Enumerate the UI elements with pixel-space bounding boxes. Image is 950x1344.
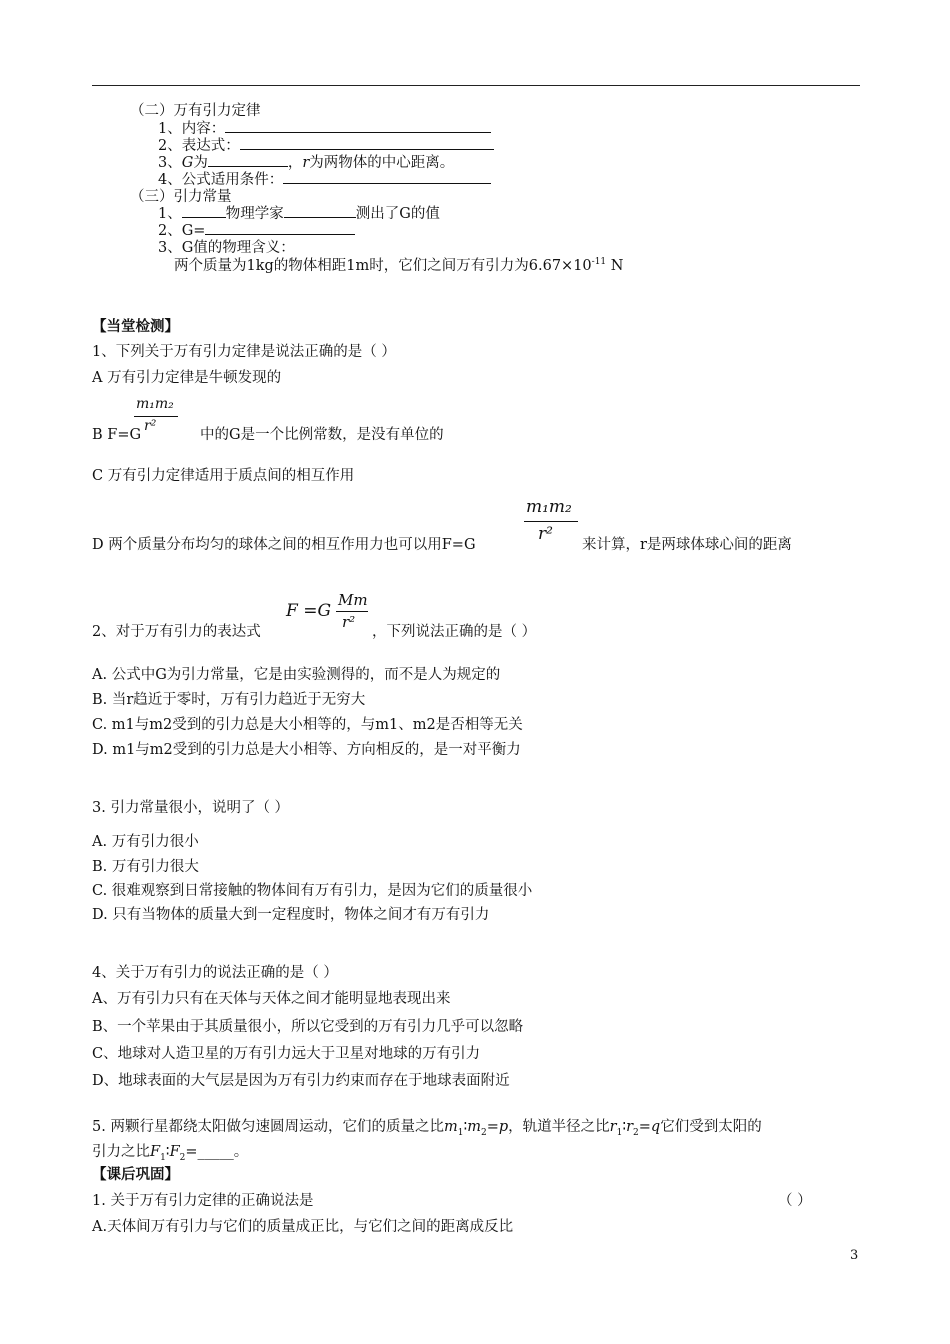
after-q1-option-a: A.天体间万有引力与它们的质量成正比，与它们之间的距离成反比 xyxy=(92,1219,514,1235)
section-2-title: （二）万有引力定律 xyxy=(130,103,261,119)
content-line: 1、内容： xyxy=(158,120,491,138)
blank-country xyxy=(182,205,226,218)
check-heading: 【当堂检测】 xyxy=(92,318,179,335)
expression-line: 2、表达式： xyxy=(158,137,494,155)
q5-blank: _____ xyxy=(197,1144,234,1160)
q4-option-c: C、地球对人造卫星的万有引力远大于卫星对地球的万有引力 xyxy=(92,1046,481,1062)
q4-option-b: B、一个苹果由于其质量很小，所以它受到的万有引力几乎可以忽略 xyxy=(92,1019,524,1035)
q3-stem: 3. 引力常量很小，说明了（ ） xyxy=(92,800,290,816)
q2-option-b: B. 当r趋近于零时，万有引力趋近于无穷大 xyxy=(92,692,366,708)
g-meaning-line: 3、G值的物理含义： xyxy=(158,240,295,256)
q5-line-1: 5. 两颗行星都绕太阳做匀速圆周运动，它们的质量之比$m_1∶m_2=p$，轨道半径之比$r_1∶r_2=q$它们受到太阳的 xyxy=(92,1119,762,1138)
q5-line-2: 引力之比$F_1∶F_2=\_\_\_\_\_$。 xyxy=(92,1144,249,1163)
after-q1-paren: （ ） xyxy=(778,1193,812,1209)
q1-option-a: A 万有引力定律是牛顿发现的 xyxy=(92,370,282,386)
fraction-m1m2-over-r2-large: m₁m₂ r² xyxy=(524,497,580,549)
condition-line: 4、公式适用条件： xyxy=(158,171,491,189)
blank-condition xyxy=(283,171,491,184)
q4-option-a: A、万有引力只有在天体与天体之间才能明显地表现出来 xyxy=(92,991,451,1007)
fraction-m1m2-over-r2: m₁m₂ r² xyxy=(134,396,180,440)
g-value-line: 2、G= xyxy=(158,222,355,240)
q3-option-b: B. 万有引力很大 xyxy=(92,859,199,875)
q2-option-a: A. 公式中G为引力常量，它是由实验测得的，而不是人为规定的 xyxy=(92,667,501,683)
q1-option-d-prefix: D 两个质量分布均匀的球体之间的相互作用力也可以用F=G xyxy=(92,537,476,553)
g-line: 3、G为 ，r为两物体的中心距离。 xyxy=(158,155,455,171)
q2-stem-prefix: 2、对于万有引力的表达式 xyxy=(92,624,261,640)
physicist-line: 1、 物理学家 测出了G的值 xyxy=(158,206,440,222)
q2-stem-suffix: ，下列说法正确的是（ ） xyxy=(372,624,537,640)
after-heading: 【课后巩固】 xyxy=(92,1166,179,1183)
q2-option-d: D. m1与m2受到的引力总是大小相等、方向相反的，是一对平衡力 xyxy=(92,742,521,758)
blank-physicist xyxy=(284,205,356,218)
q4-option-d: D、地球表面的大气层是因为万有引力约束而存在于地球表面附近 xyxy=(92,1073,510,1089)
q1-stem: 1、下列关于万有引力定律是说法正确的是（ ） xyxy=(92,344,396,360)
blank-g-value xyxy=(205,222,355,235)
page-number: 3 xyxy=(850,1248,859,1263)
q3-option-d: D. 只有当物体的质量大到一定程度时，物体之间才有万有引力 xyxy=(92,907,490,923)
q2-option-c: C. m1与m2受到的引力总是大小相等的，与m1、m2是否相等无关 xyxy=(92,717,523,733)
header-rule xyxy=(92,85,860,86)
formula-newton-gravity: F =G Mm r² xyxy=(286,591,368,631)
q1-option-c: C 万有引力定律适用于质点间的相互作用 xyxy=(92,468,355,484)
q3-option-c: C. 很难观察到日常接触的物体间有万有引力，是因为它们的质量很小 xyxy=(92,883,533,899)
q1-option-b-prefix: B F=G xyxy=(92,427,142,443)
g-meaning-text: 两个质量为1kg的物体相距1m时，它们之间万有引力为$6.67\times 10^{-11}$ N xyxy=(174,257,624,274)
q3-option-a: A. 万有引力很小 xyxy=(92,834,199,850)
q1-option-b-suffix: 中的G是一个比例常数，是没有单位的 xyxy=(200,427,444,443)
q4-stem: 4、关于万有引力的说法正确的是（ ） xyxy=(92,965,338,981)
after-q1-stem: 1. 关于万有引力定律的正确说法是 xyxy=(92,1193,314,1209)
q1-option-d-suffix: 来计算，r是两球体球心间的距离 xyxy=(582,537,792,553)
blank-content xyxy=(225,120,491,133)
blank-g xyxy=(208,154,288,167)
section-3-title: （三）引力常量 xyxy=(130,189,232,205)
blank-expression xyxy=(240,137,494,150)
